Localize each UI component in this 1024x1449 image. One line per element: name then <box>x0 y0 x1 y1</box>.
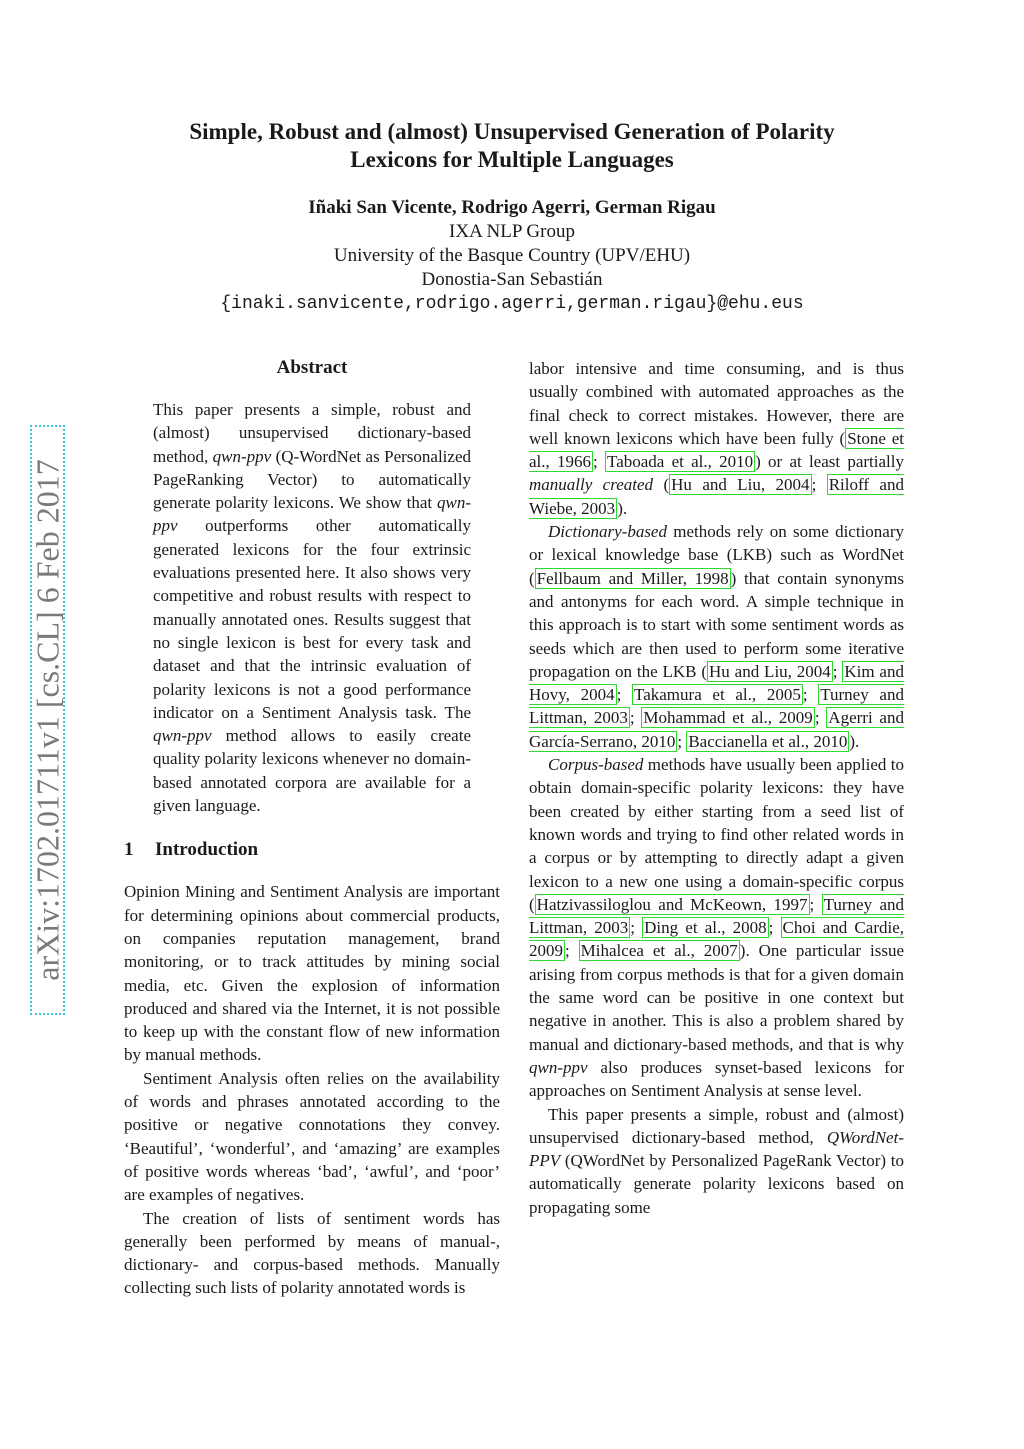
right-paragraph-4 <box>529 1103 904 1219</box>
citation-link[interactable]: Turney and Littman, 2003 <box>529 894 904 938</box>
citation-link[interactable]: Hu and Liu, 2004 <box>709 661 831 681</box>
body-text: This paper presents a simple, robust and (almost) unsupervised dictionary-based method, <box>529 1104 904 1147</box>
citation-link[interactable]: Kim and Hovy, 2004 <box>529 661 904 705</box>
body-text: ; <box>677 731 687 751</box>
method-name: qwn-ppv <box>212 446 272 466</box>
method-name: QWordNet-PPV <box>529 1127 904 1171</box>
body-text: ). <box>849 731 860 751</box>
citation-link[interactable]: Mihalcea et al., 2007 <box>580 941 738 961</box>
citation-link[interactable]: Mohammad et al., 2009 <box>643 708 813 728</box>
citation-link[interactable]: Riloff and Wiebe, 2003 <box>529 475 904 518</box>
citation-link[interactable]: Fellbaum and Miller, 1998 <box>536 568 729 588</box>
right-column <box>529 357 904 1219</box>
intro-paragraph-1: Opinion Mining and Sentiment Analysis are important for determining opinions about commercial products, on companies reputation management, brand monitoring, or to track attitudes by mining social media, etc. Given the explosion of information produced and shared via the Internet, it is not possible to keep up with the constant flow of new information by manual methods. <box>124 882 500 1065</box>
body-text: ; <box>629 708 642 728</box>
citation-link[interactable]: Hu and Liu, 2004 <box>671 475 810 495</box>
body-text: ; <box>768 918 781 938</box>
citation-link[interactable]: Baccianella et al., 2010 <box>688 731 848 751</box>
paper-title <box>100 118 924 174</box>
paper-title-line-2: Lexicons for Multiple Languages <box>350 147 674 172</box>
body-text: ; <box>593 452 605 472</box>
affiliation-city: Donostia-San Sebastián <box>421 269 603 290</box>
body-text: ; <box>802 685 819 705</box>
abstract-text-part: This paper presents a simple, robust and (almost) unsupervised dictionary-based method, <box>153 400 471 466</box>
method-name: qwn-ppv <box>153 493 471 536</box>
body-text: methods have usually been applied to obtain domain-specific polarity lexicons: they have been created by either starting from a seed list of known words and trying to find other related words in a corpus or by attempting to directly adapt a given lexicon to a new one using a domain-specific corpus ( <box>529 755 904 914</box>
abstract-heading: Abstract <box>276 357 348 378</box>
citation-link[interactable]: Turney and Littman, 2003 <box>529 685 904 728</box>
affiliation-university: University of the Basque Country (UPV/EHU) <box>333 245 691 266</box>
body-text: also produces synset-based lexicons for approaches on Sentiment Analysis at sense level. <box>529 1057 904 1101</box>
body-text: (QWordNet by Personalized PageRank Vector) to automatically generate polarity lexicons based on propagating some <box>529 1151 904 1217</box>
body-text: ; <box>814 708 827 728</box>
body-text: ( <box>653 475 670 495</box>
abstract-text-part: method allows to easily create quality polarity lexicons whenever no domain-based annotated corpora are available for a given language. <box>153 726 471 816</box>
citation-link[interactable]: Hatzivassiloglou and McKeown, 1997 <box>536 894 808 914</box>
arxiv-stamp-text: arXiv:1702.01711v1 [cs.CL] 6 Feb 2017 <box>29 459 65 981</box>
paper-title-line-1: Simple, Robust and (almost) Unsupervised Generation of Polarity <box>189 119 835 144</box>
citation-link[interactable]: Agerri and García-Serrano, 2010 <box>529 708 904 751</box>
body-text: ; <box>811 475 827 495</box>
citation-link[interactable]: Ding et al., 2008 <box>644 918 767 938</box>
method-name: qwn-ppv <box>153 726 212 746</box>
emphasis-text: Dictionary-based <box>548 522 667 542</box>
section-title: Introduction <box>155 839 259 861</box>
abstract-text-part: outperforms other automatically generated lexicons for the four extrinsic evaluations presented here. It also shows very competitive and robust results with respect to manually annotated ones. Results suggest that no single lexicon is best for every task and dataset and that the intrinsic evaluation of polarity lexicons is not a good performance indicator on a Sentiment Analysis task. The <box>153 516 471 722</box>
method-name: qwn-ppv <box>529 1057 588 1077</box>
emphasis-text: Corpus-based <box>548 755 644 775</box>
right-paragraph-1 <box>529 357 904 520</box>
section-number: 1 <box>124 839 134 861</box>
right-paragraph-3 <box>529 753 904 1102</box>
intro-paragraph-2: Sentiment Analysis often relies on the availability of words and phrases annotated according to the positive or negative connotations they convey. ‘Beautiful’, ‘wonderful’, and ‘amazing’ are examples of positive words whereas ‘bad’, ‘awful’, and ‘poor’ are examples of negatives. <box>124 1068 500 1205</box>
right-paragraph-2 <box>529 520 904 753</box>
emphasis-text: manually created <box>529 475 654 495</box>
arxiv-stamp[interactable] <box>30 425 65 1015</box>
left-column <box>124 355 500 1300</box>
intro-paragraph-3: The creation of lists of sentiment words has generally been performed by means of manual-, dictionary- and corpus-based methods. Manually collecting such lists of polarity annotated words is <box>124 1208 500 1298</box>
body-text: ) or at least partially <box>755 452 904 472</box>
affiliation-group: IXA NLP Group <box>449 221 575 242</box>
body-text: ). <box>617 498 628 518</box>
citation-link[interactable]: Takamura et al., 2005 <box>634 685 801 705</box>
body-text: labor intensive and time consuming, and is thus usually combined with automated approaches as the final check to correct mistakes. However, there are well known lexicons which have been fully ( <box>529 359 904 448</box>
citation-link[interactable]: Stone et al., 1966 <box>529 428 904 472</box>
body-text: ; <box>630 918 643 938</box>
author-block <box>100 196 924 316</box>
abstract-text-part: (Q-WordNet as Personalized PageRanking Vector) to automatically generate polarity lexicons. We show that <box>153 446 471 513</box>
body-text: ; <box>565 941 579 961</box>
body-text: ; <box>616 685 633 705</box>
body-text: methods rely on some dictionary or lexical knowledge base (LKB) such as WordNet ( <box>529 522 904 588</box>
author-names: Iñaki San Vicente, Rodrigo Agerri, German Rigau <box>308 197 716 218</box>
citation-link[interactable]: Choi and Cardie, 2009 <box>529 918 904 961</box>
author-emails: {inaki.sanvicente,rodrigo.agerri,german.rigau}@ehu.eus <box>220 294 804 314</box>
body-text: ; <box>809 894 822 914</box>
body-text: ) that contain synonyms and antonyms for each word. A simple technique in this approach is to start with some sentiment words as seeds which are then used to perform some iterative propagation on the LKB ( <box>529 568 904 681</box>
abstract-text <box>153 398 471 817</box>
section-heading-introduction <box>124 838 500 862</box>
body-text: ). One particular issue arising from corpus methods is that for a given domain the same word can be positive in one context but negative in another. This is also a problem shared by manual and dictionary-based methods, and that is why <box>529 941 904 1054</box>
citation-link[interactable]: Taboada et al., 2010 <box>607 452 754 472</box>
body-text: ; <box>832 661 843 681</box>
